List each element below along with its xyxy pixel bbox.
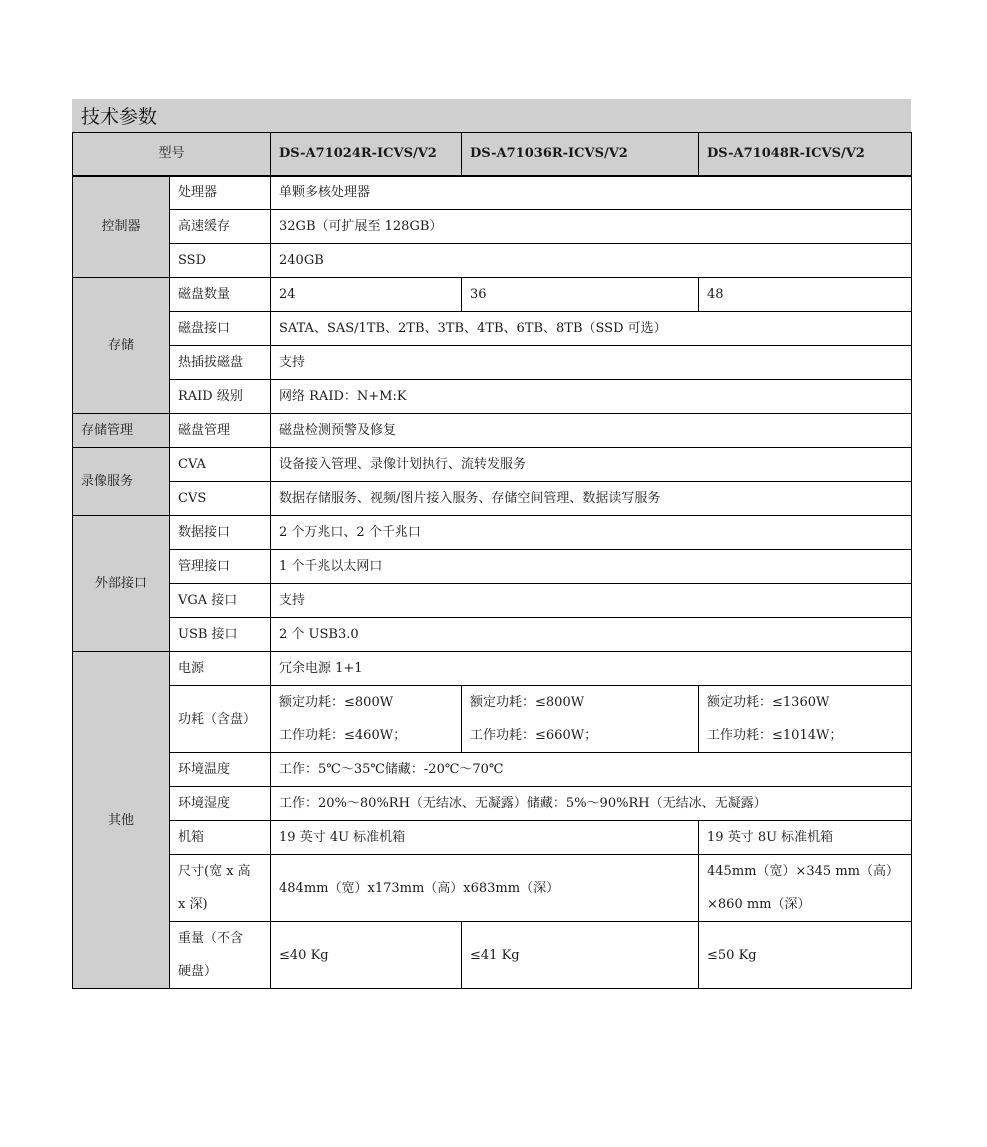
rated-power-1: 额定功耗：≤800W <box>279 695 394 710</box>
table-row <box>73 686 912 753</box>
row-label-vga: VGA 接口 <box>170 584 271 618</box>
spec-table <box>72 132 912 989</box>
row-label-disk-interface: 磁盘接口 <box>170 312 271 346</box>
row-value-consumption-1 <box>271 686 462 753</box>
table-row <box>73 414 912 448</box>
model-name-2: DS-A71036R-ICVS/V2 <box>462 133 699 176</box>
dimensions-label-line2: x 深) <box>178 897 208 912</box>
table-row <box>73 922 912 989</box>
row-label-raid: RAID 级别 <box>170 380 271 414</box>
category-recording: 录像服务 <box>73 448 170 516</box>
table-row <box>73 482 912 516</box>
row-label-processor: 处理器 <box>170 176 271 210</box>
row-value-chassis-a: 19 英寸 4U 标准机箱 <box>271 821 699 855</box>
category-storage-mgmt: 存储管理 <box>73 414 170 448</box>
row-value-disk-count-2: 36 <box>462 278 699 312</box>
row-value-chassis-b: 19 英寸 8U 标准机箱 <box>699 821 912 855</box>
dimensions-label-line1: 尺寸(宽 x 高 <box>178 864 251 879</box>
row-value-processor: 单颗多核处理器 <box>271 176 912 210</box>
table-row <box>73 652 912 686</box>
row-value-disk-interface: SATA、SAS/1TB、2TB、3TB、4TB、6TB、8TB（SSD 可选） <box>271 312 912 346</box>
row-value-weight-2: ≤41 Kg <box>462 922 699 989</box>
dimensions-b-line2: ×860 mm（深） <box>707 897 811 912</box>
table-row <box>73 584 912 618</box>
model-header-label: 型号 <box>73 133 271 176</box>
rated-power-3: 额定功耗：≤1360W <box>707 695 830 710</box>
table-row <box>73 210 912 244</box>
table-row <box>73 448 912 482</box>
row-value-cache: 32GB（可扩展至 128GB） <box>271 210 912 244</box>
row-value-weight-1: ≤40 Kg <box>271 922 462 989</box>
row-label-ssd: SSD <box>170 244 271 278</box>
category-external: 外部接口 <box>73 516 170 652</box>
row-value-consumption-3 <box>699 686 912 753</box>
row-label-mgmt-port: 管理接口 <box>170 550 271 584</box>
table-row <box>73 618 912 652</box>
row-value-disk-mgmt: 磁盘检测预警及修复 <box>271 414 912 448</box>
row-label-cvs: CVS <box>170 482 271 516</box>
weight-label-line2: 硬盘） <box>178 964 218 979</box>
header-row <box>73 133 912 176</box>
row-value-weight-3: ≤50 Kg <box>699 922 912 989</box>
working-power-3: 工作功耗：≤1014W； <box>707 728 843 743</box>
row-label-data-port: 数据接口 <box>170 516 271 550</box>
category-controller: 控制器 <box>73 176 170 278</box>
table-row <box>73 380 912 414</box>
table-row <box>73 516 912 550</box>
row-value-temperature: 工作：5℃～35℃储藏：-20℃～70℃ <box>271 753 912 787</box>
row-value-disk-count-3: 48 <box>699 278 912 312</box>
category-other: 其他 <box>73 652 170 989</box>
row-label-temperature: 环境温度 <box>170 753 271 787</box>
row-label-hot-swap: 热插拔磁盘 <box>170 346 271 380</box>
category-storage: 存储 <box>73 278 170 414</box>
row-label-humidity: 环境湿度 <box>170 787 271 821</box>
row-value-usb: 2 个 USB3.0 <box>271 618 912 652</box>
dimensions-b-line1: 445mm（宽）×345 mm（高） <box>707 864 899 879</box>
row-value-power: 冗余电源 1+1 <box>271 652 912 686</box>
row-label-cache: 高速缓存 <box>170 210 271 244</box>
row-value-consumption-2 <box>462 686 699 753</box>
row-value-vga: 支持 <box>271 584 912 618</box>
table-row <box>73 550 912 584</box>
row-label-cva: CVA <box>170 448 271 482</box>
row-value-ssd: 240GB <box>271 244 912 278</box>
row-label-disk-mgmt: 磁盘管理 <box>170 414 271 448</box>
table-row <box>73 278 912 312</box>
row-value-disk-count-1: 24 <box>271 278 462 312</box>
table-row <box>73 787 912 821</box>
row-label-dimensions <box>170 855 271 922</box>
section-title-bar <box>72 99 911 132</box>
table-row <box>73 312 912 346</box>
row-value-cvs: 数据存储服务、视频/图片接入服务、存储空间管理、数据读写服务 <box>271 482 912 516</box>
model-name-1: DS-A71024R-ICVS/V2 <box>271 133 462 176</box>
row-label-weight <box>170 922 271 989</box>
model-name-3: DS-A71048R-ICVS/V2 <box>699 133 912 176</box>
row-value-humidity: 工作：20%～80%RH（无结冰、无凝露）储藏：5%～90%RH（无结冰、无凝露） <box>271 787 912 821</box>
row-value-hot-swap: 支持 <box>271 346 912 380</box>
row-label-consumption: 功耗（含盘） <box>170 686 271 753</box>
row-value-mgmt-port: 1 个千兆以太网口 <box>271 550 912 584</box>
row-label-usb: USB 接口 <box>170 618 271 652</box>
row-value-data-port: 2 个万兆口、2 个千兆口 <box>271 516 912 550</box>
working-power-2: 工作功耗：≤660W； <box>470 728 598 743</box>
row-value-dimensions-a: 484mm（宽）x173mm（高）x683mm（深） <box>271 855 699 922</box>
row-label-power: 电源 <box>170 652 271 686</box>
row-value-cva: 设备接入管理、录像计划执行、流转发服务 <box>271 448 912 482</box>
table-row <box>73 855 912 922</box>
row-label-chassis: 机箱 <box>170 821 271 855</box>
row-value-dimensions-b <box>699 855 912 922</box>
row-label-disk-count: 磁盘数量 <box>170 278 271 312</box>
section-title: 技术参数 <box>81 106 158 128</box>
table-row <box>73 753 912 787</box>
table-row <box>73 821 912 855</box>
rated-power-2: 额定功耗：≤800W <box>470 695 585 710</box>
table-row <box>73 244 912 278</box>
row-value-raid: 网络 RAID：N+M:K <box>271 380 912 414</box>
weight-label-line1: 重量（不含 <box>178 931 244 946</box>
table-row <box>73 346 912 380</box>
table-row <box>73 176 912 210</box>
working-power-1: 工作功耗：≤460W； <box>279 728 407 743</box>
